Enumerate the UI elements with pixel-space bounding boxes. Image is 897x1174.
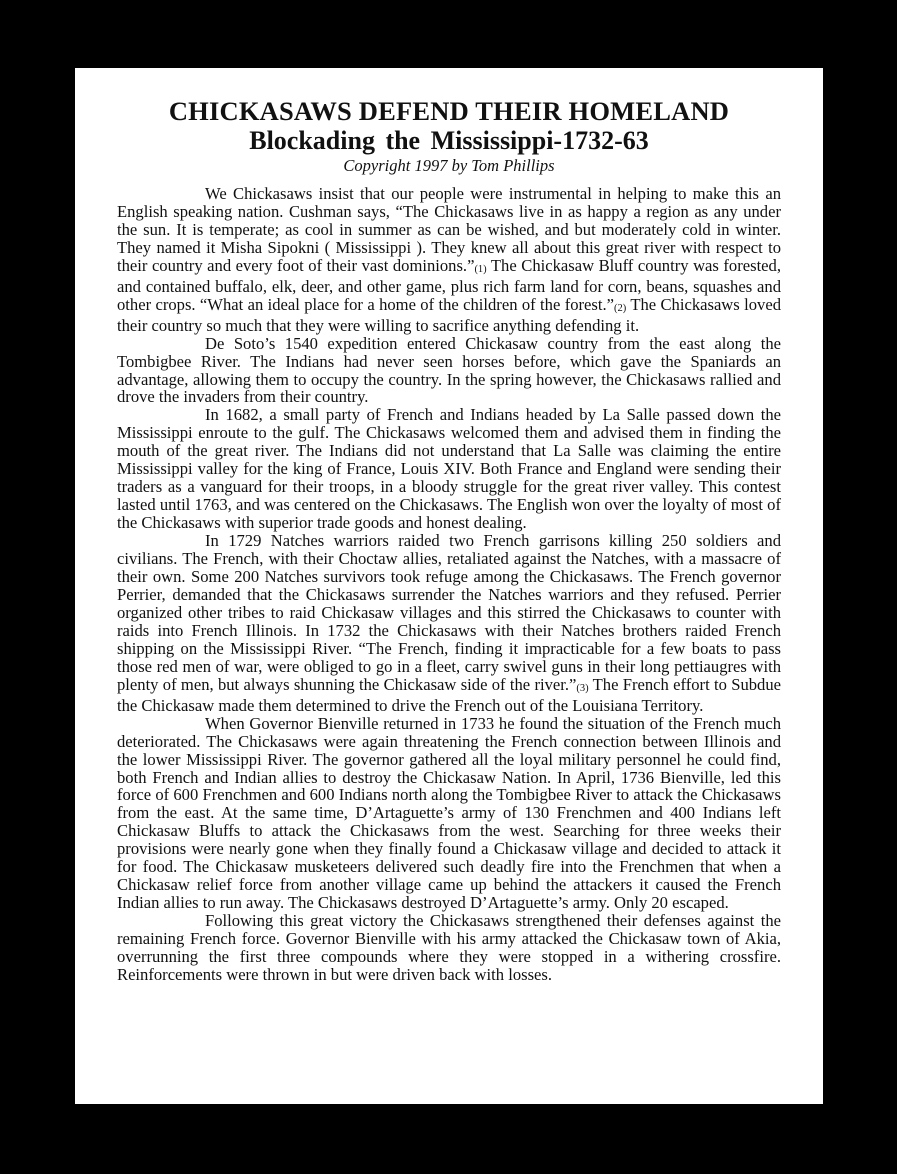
paragraph-text: Following this great victory the Chickasaws strengthened their defenses against the remaining French force. Governor Bienville with his army attacked the Chickasaw town of Akia, overrunning the first three compounds where they were stopped in a withering crossfire. Reinforcements were thrown in but were driven back with losses.	[117, 911, 781, 984]
paragraph-2	[117, 335, 781, 407]
paragraph-3	[117, 406, 781, 532]
paragraph-text: De Soto’s 1540 expedition entered Chickasaw country from the east along the Tombigbee River. The Indians had never seen horses before, which gave the Spaniards an advantage, allowing them to occupy the country. In the spring however, the Chickasaws rallied and drove the invaders from their country.	[117, 333, 781, 407]
paragraph-4	[117, 532, 781, 715]
document-page	[75, 68, 823, 1104]
paragraph-6	[117, 912, 781, 984]
paragraph-text: The French effort to Subdue the Chickasaw made them determined to drive the French out of the Louisiana Territory.	[117, 674, 782, 715]
paragraph-text: In 1682, a small party of French and Indians headed by La Salle passed down the Mississippi enroute to the gulf. The Chickasaws welcomed them and advised them in finding the mouth of the great river. The Indians did not understand that La Salle was claiming the entire Mississippi valley for the king of France, Louis XIV. Both France and England were sending their traders as a vanguard for their troops, in a bloody struggle for the great river valley. This contest lasted until 1763, and was centered on the Chickasaws. The English won over the loyalty of most of the Chickasaws with superior trade goods and honest dealing.	[117, 405, 781, 533]
paragraph-text: We Chickasaws insist that our people were instrumental in helping to make this an English speaking nation. Cushman says, “The Chickasaws live in as happy a region as any under the sun. It is temperate; as cool in summer as can be wished, and but moderately cold in winter. They named it Misha Sipokni ( Mississippi ). They knew all about this great river with respect to their country and every foot of their vast dominions.”	[117, 184, 781, 275]
paragraph-text: The Chickasaws loved their country so much that they were willing to sacrifice anything defending it.	[117, 294, 781, 335]
paragraph-text: In 1729 Natches warriors raided two French garrisons killing 250 soldiers and civilians. The French, with their Choctaw allies, retaliated against the Natches, with a massacre of their own. Some 200 Natches survivors took refuge among the Chickasaws. The French governor Perrier, demanded that the Chickasaws surrender the Natches warriors and they refused. Perrier organized other tribes to raid Chickasaw villages and this stirred the Chickasaws to counter with raids into French Illinois. In 1732 the Chickasaws with their Natches brothers raided French shipping on the Mississippi River. “The French, finding it impracticable for a few boats to pass those red men of war, were obliged to go in a fleet, carry swivel guns in their long pettiaugres with plenty of men, but always shunning the Chickasaw side of the river.”	[117, 531, 781, 694]
document-body	[117, 185, 781, 984]
footnote-marker-3: (3)	[576, 682, 589, 694]
footnote-marker-1: (1)	[474, 263, 487, 275]
paragraph-5	[117, 715, 781, 912]
document-subtitle: Blockading the Mississippi-1732-63	[249, 126, 649, 155]
paragraph-text: When Governor Bienville returned in 1733 he found the situation of the French much deteriorated. The Chickasaws were again threatening the French connection between Illinois and the lower Mississippi River. The governor gathered all the loyal military personnel he could find, both French and Indian allies to destroy the Chickasaw Nation. In April, 1736 Bienville, led this force of 600 Frenchmen and 600 Indians north along the Tombigbee River to attack the Chickasaws from the east. At the same time, D’Artaguette’s army of 130 Frenchmen and 400 Indians left Chickasaw Bluffs to attack the Chickasaws from the west. Searching for three weeks their provisions were nearly gone when they finally found a Chickasaw village and decided to attack it for food. The Chickasaw musketeers delivered such deadly fire into the Frenchmen that when a Chickasaw relief force from another village came up behind the attackers it caused the French Indian allies to run away. The Chickasaws destroyed D’Artaguette’s army. Only 20 escaped.	[117, 713, 781, 913]
paragraph-text: The Chickasaw Bluff country was forested, and contained buffalo, elk, deer, and other game, plus rich farm land for corn, beans, squashes and other crops. “What an ideal place for a home of the children of the forest.”	[117, 255, 781, 314]
footnote-marker-2: (2)	[614, 302, 627, 314]
paragraph-1	[117, 185, 781, 335]
copyright-line: Copyright 1997 by Tom Phillips	[343, 156, 555, 175]
document-title: CHICKASAWS DEFEND THEIR HOMELAND	[168, 96, 730, 126]
